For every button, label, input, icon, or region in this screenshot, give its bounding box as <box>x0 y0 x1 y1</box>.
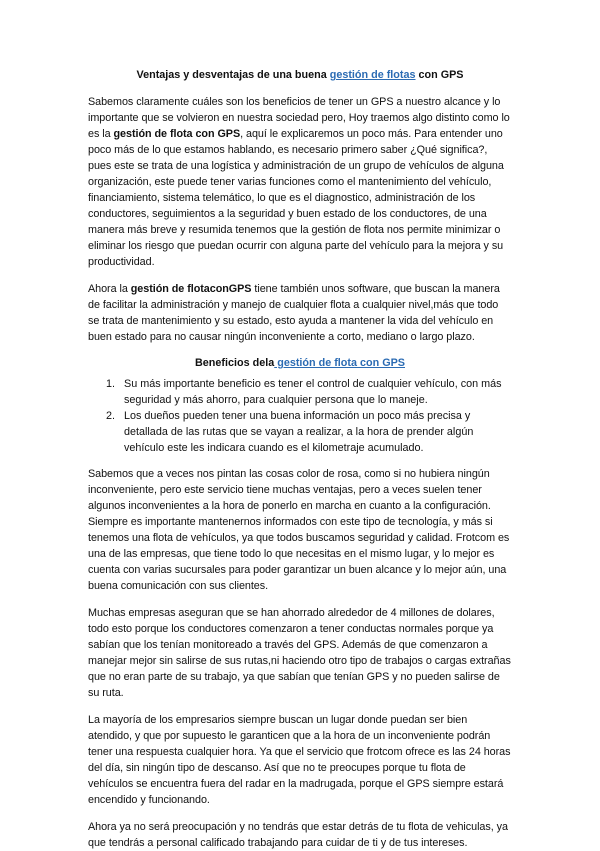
paragraph-empresarios: La mayoría de los empresarios siempre buscan un lugar donde puedan ser bien atendido, y que por supuesto le garanticen que a la hora de un inconveniente podrán tener una respuesta cualquier hora. Ya que el servicio que frotcom ofrece es las 24 horas del día, sin ningún tipo de descanso. Así que no te preocupes porque tu flota de vehículos se encuentra fuera del radar en la madrugada, porque el GPS siempre estará encendido y funcionando. <box>88 714 511 806</box>
benefits-list <box>88 376 512 456</box>
paragraph-ahorro: Muchas empresas aseguran que se han ahorrado alrededor de 4 millones de dolares, todo esto porque los conductores comenzaron a tener conductas normales porque ya sabían que los tenían monitoreado a través del GPS. Además de que comenzaron a manejar mejor sin salirse de sus rutas,ni haciendo otro tipo de trabajos o cargas extrañas que no eran parte de su trabajo, ya que sabían que tenían GPS y no pueden salirse de su ruta. <box>88 607 511 699</box>
paragraph-software-part-a: Ahora la <box>88 283 131 295</box>
benefit-item: 2. Los dueños pueden tener una buena información un poco más precisa y detallada de las rutas que se vayan a realizar, a la hora de prender algún vehículo este les indicara cuando es el kilometraje acumulado. <box>118 408 512 456</box>
document-title <box>88 68 512 82</box>
paragraph-software <box>88 281 512 345</box>
title-link-gestion-de-flotas[interactable]: gestión de flotas <box>329 69 416 81</box>
benefit-item: 1. Su más importante beneficio es tener el control de cualquier vehículo, con más seguridad y más ahorro, para cualquier persona que lo maneje. <box>118 376 512 408</box>
title-text-after: con GPS <box>415 69 464 81</box>
paragraph-conclusion: Ahora ya no será preocupación y no tendrás que estar detrás de tu flota de vehiculas, ya que tendrás a personal calificado trabajando para cuidar de ti y de tus intereses. <box>88 821 508 849</box>
paragraph-intro-bold: gestión de flota con GPS <box>113 128 241 140</box>
subtitle-link-gestion-de-flota[interactable]: gestión de flota con GPS <box>274 357 405 369</box>
paragraph-software-part-c: tiene también unos software, que buscan la manera de facilitar la administración y manejo de cualquier flota a cualquier nivel,más que todo se trata de mantenimiento y su estado, esto ayuda a mantener la vida del vehículo en buen estado para no causar ningún inconveniente a corto, mediano o largo plazo. <box>88 283 500 343</box>
subtitle-text-before: Beneficios dela <box>195 357 275 369</box>
paragraph-intro-part-a: Sabemos claramente cuáles son los beneficios de tener un GPS a nuestro alcance y lo importante que se volvieron en nuestra sociedad pero, Hoy traemos algo distinto como lo es la <box>88 96 510 140</box>
section-subtitle-beneficios <box>88 356 512 370</box>
title-text-before: Ventajas y desventajas de una buena <box>136 69 330 81</box>
paragraph-ventajas: Sabemos que a veces nos pintan las cosas color de rosa, como si no hubiera ningún inconveniente, pero este servicio tiene muchas ventajas, pero a veces suelen tener algunos inconvenientes a la hora de ponerlo en marcha en cuanto a la configuración. Siempre es importante mantenernos informados con este tipo de tecnología, y más si tenemos una flota de vehículos, ya que todos buscamos seguridad y calidad. Frotcom es una de las empresas, que tiene todo lo que necesitas en el mismo lugar, y lo mejor es cuenta con varias sucursales para poder garantizar un buen alcance y lo mejor aún, una buena comunicación con sus clientes. <box>88 468 510 592</box>
paragraph-software-bold: gestión de flotaconGPS <box>130 283 252 295</box>
paragraph-intro <box>88 94 512 270</box>
paragraph-intro-part-c: , aquí le explicaremos un poco más. Para entender uno poco más de lo que estamos hablando, es necesario primero saber ¿Qué significa?, pues este se trata de una logística y administración de un grupo de vehículos de alguna organización, este puede tener varias funciones como el mantenimiento del vehículo, financiamiento, sistema telemático, lo que es el diagnostico, administración de los conductores, seguimientos a la seguridad y buen estado de los conductores, de una manera más breve y resumida tenemos que la gestión de flota nos permite minimizar o eliminar los riesgo que puedan ocurrir con alguna parte del vehículo para la mejora y su productividad. <box>88 128 504 268</box>
